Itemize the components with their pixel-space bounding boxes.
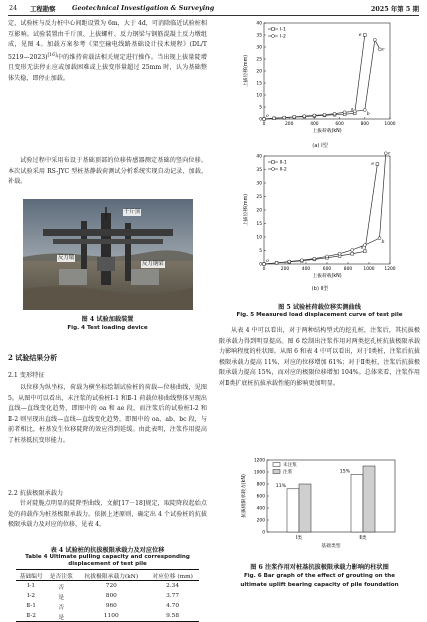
comparison-paragraph: 从表 4 中可以看出，对于两种结构型式的挖孔桩，注浆后，其抗拔极限承载力得到明显提高。图 6 绘制出注浆作用对两类挖孔桩抗拔极限承载力影响程度的柱状图。从图 6 和表 4 中可以看出，对于Ⅰ类桩，注浆后抗拔极限承载力提高 11%，对应的位移增加 61%；对于Ⅱ类桩，注浆后抗拔极限承载力提高 15%，而对应的极限位移增加 104%。总体来看，注浆作用对Ⅱ类扩底桩抗拔承载性能的影响更加明显。 — [219, 327, 420, 387]
legend-marker — [272, 168, 275, 171]
legend-label: 未注浆 — [283, 463, 297, 469]
y-tick-label: 200 — [256, 518, 265, 524]
data-point — [288, 260, 291, 263]
table4-title-cn: 表 4 试验桩的抗拔极限承载力及对应位移 — [50, 547, 165, 554]
data-point — [275, 261, 278, 264]
curve-point-label: b — [366, 111, 370, 117]
curve-point-label: c — [381, 47, 385, 53]
figure6-caption-cn: 图 6 注浆作用对桩基抗拔极限承载力影响的柱状图 — [250, 564, 389, 571]
header-rule — [8, 15, 419, 16]
issue-label: 2025 年第 5 期 — [370, 5, 419, 13]
table-header: 对应位移 (mm) — [152, 573, 193, 580]
y-tick-label: 10 — [256, 235, 262, 241]
category-label: Ⅰ类 — [295, 536, 303, 541]
y-tick-label: 20 — [256, 208, 262, 214]
x-tick-label: 1000 — [384, 122, 396, 127]
curve-point-label: a — [350, 107, 354, 113]
table-row — [16, 601, 199, 611]
y-axis-label: 上拔位移(mm) — [244, 193, 249, 227]
table-row — [16, 591, 199, 601]
data-point — [323, 113, 326, 116]
y-tick-label: 0 — [259, 117, 262, 123]
intro-paragraph: 定，试验桩与反力桩中心间距设置为 6m，大于 4d，可消除临近试验桩相互影响。试验装置由千斤顶、上拔螺杆、反力钢梁与钢筋混凝土反力墩组成，见图 4。加载方案参考《架空输电线路基础设计技术规程》(DL/T 5219—2023)[16]中的维持荷载法相关规定进行操作。当出现上拔量陡增且变形无法停止应或加载困难或上拔变形量超过 25mm 时，认为基础整体失稳，即停止加载。 — [8, 20, 207, 82]
curve-point-label: e — [371, 162, 375, 168]
y-tick-label: 400 — [256, 506, 265, 512]
data-point — [313, 257, 316, 260]
table-row — [16, 581, 199, 592]
table-cell: Ⅰ-2 — [27, 593, 36, 599]
table-cell: 960 — [105, 603, 117, 609]
curve-point-label: e — [358, 33, 362, 38]
x-tick-label: 400 — [310, 122, 319, 127]
x-tick-label: 600 — [335, 122, 344, 127]
y-tick-label: 15 — [256, 222, 262, 227]
y-axis-label: 上拔位移(mm) — [244, 54, 249, 88]
bar — [299, 484, 311, 532]
citation-16: [16] — [47, 52, 57, 58]
data-point — [338, 252, 341, 255]
y-tick-label: 40 — [256, 21, 262, 27]
data-point — [373, 38, 376, 41]
data-point — [351, 248, 354, 251]
data-point — [293, 115, 296, 118]
x-tick-label: 600 — [322, 267, 332, 272]
x-axis-label: 上拔荷载(kN) — [312, 274, 342, 279]
table-cell: 720 — [105, 583, 117, 589]
table4-title-en: Table 4 Ultimate pulling capacity and corresponding displacement of test pile — [25, 554, 190, 567]
y-tick-label: 40 — [256, 154, 262, 160]
journal-name-cn: 工程勘察 — [30, 5, 56, 13]
table-header: 抗拔极限承载力(kN) — [84, 573, 139, 580]
x-axis-label: 基础类型 — [321, 544, 341, 549]
bar — [363, 466, 375, 532]
x-tick-label: 400 — [301, 267, 311, 272]
test-loading-device-photo — [23, 199, 193, 310]
label-jack: 千斤顶 — [124, 209, 141, 215]
figure6-caption-en-line2: ultimate uplift bearing capacity of pile foundation — [240, 582, 399, 588]
table-cell: 800 — [105, 593, 117, 599]
chart-b-subcaption: (b) Ⅱ型 — [311, 286, 329, 292]
table-header-row — [16, 570, 199, 581]
figure4-caption-en: Fig. 4 Test loading device — [67, 325, 148, 331]
y-tick-label: 30 — [256, 45, 262, 51]
figure5-caption-cn: 图 5 试验桩荷载位移实测曲线 — [278, 304, 361, 311]
y-tick-label: 25 — [256, 195, 262, 200]
curve-point-label: b — [381, 240, 385, 246]
x-tick-label: 200 — [285, 122, 294, 127]
table-cell: 否 — [58, 584, 65, 591]
curve-point-label: a — [360, 245, 364, 251]
increase-annotation: 15% — [339, 469, 350, 475]
table-cell: 否 — [58, 604, 65, 611]
journal-name-en: Geotechnical Investigation & Surveying — [72, 4, 215, 12]
legend-label: 注浆 — [283, 470, 293, 476]
legend-marker — [272, 161, 275, 164]
table-cell: 3.77 — [166, 593, 180, 599]
figure5-caption-en: Fig. 5 Measured load displacement curve of test pile — [236, 312, 403, 318]
x-tick-label: 0 — [262, 122, 266, 127]
x-tick-label: 200 — [280, 267, 290, 272]
subsection-2-2-title: 2.2 抗拔极限承载力 — [8, 490, 64, 497]
y-tick-label: 0 — [259, 262, 262, 268]
legend-swatch — [273, 463, 280, 467]
grouting-effect-bar-chart — [237, 452, 407, 554]
x-tick-label: 800 — [360, 122, 369, 127]
y-tick-label: 15 — [256, 81, 262, 87]
load-displacement-chart-type-I — [240, 17, 400, 139]
y-tick-label: 1000 — [253, 470, 265, 476]
y-tick-label: 35 — [256, 168, 262, 173]
table-cell: Ⅱ-1 — [26, 603, 36, 609]
legend-label: Ⅱ-1 — [280, 160, 287, 166]
table-cell: 是 — [58, 614, 65, 621]
y-tick-label: 10 — [256, 93, 262, 99]
capacity-paragraph: 针对陡脆点明显的陡降型曲线，文献[17－18]规定，取陡降段起始点处的荷载作为桩基极限承载力。依据上述原则，确定出 4 个试验桩的抗拔极限承载力及对应的位移，见表 4。 — [8, 500, 207, 529]
label-reaction-beam: 反力钢梁 — [142, 261, 164, 267]
y-tick-label: 20 — [256, 69, 262, 75]
y-tick-label: 600 — [256, 494, 265, 500]
x-tick-label: 1200 — [384, 267, 396, 272]
data-point — [363, 34, 366, 37]
data-point — [303, 115, 306, 118]
deformation-paragraph: 以位移为纵坐标，荷载为横坐标绘制试验桩的荷载—位移曲线，见图 5。从图中可以看出，未注浆的试验桩Ⅰ-1 和Ⅱ-1 荷载位移曲线整体呈现出直线—直线变化趋势，即图中的 oa 和 ae 段，而注浆后的试验桩Ⅰ-2 和Ⅱ-2 则呈现出直线—直线—直线变化趋势，即图中的 oa、ab、bc 段，与前者相比，桩基发生位移陡降的效应得到延缓。由此表明，注浆作用提高了桩基抵抗变形能力。 — [8, 384, 207, 444]
y-tick-label: 30 — [256, 181, 262, 187]
legend-label: Ⅱ-2 — [280, 167, 287, 173]
table-cell: 1100 — [103, 613, 119, 619]
data-point — [273, 117, 276, 120]
series-line — [264, 35, 365, 119]
y-tick-label: 5 — [259, 105, 262, 111]
x-tick-label: 800 — [343, 267, 353, 272]
subsection-2-1-title: 2.1 变形特征 — [8, 372, 45, 379]
increase-annotation: 11% — [275, 483, 286, 489]
table-cell: 是 — [58, 594, 65, 601]
data-point — [300, 259, 303, 262]
data-point — [343, 111, 346, 114]
x-tick-label: 0 — [262, 267, 266, 272]
y-tick-label: 800 — [256, 482, 265, 488]
data-point — [363, 244, 366, 247]
data-point — [376, 163, 379, 166]
bar — [287, 489, 299, 532]
y-tick-label: 25 — [256, 57, 262, 63]
chart-a-subcaption: (a) Ⅰ型 — [312, 143, 328, 149]
y-tick-label: 0 — [262, 530, 265, 536]
legend-marker — [272, 35, 275, 38]
curve-point-label: c — [387, 151, 391, 157]
table-cell: 2.34 — [166, 583, 180, 589]
data-point — [313, 114, 316, 117]
data-point — [353, 110, 356, 113]
table-cell: 9.58 — [166, 613, 180, 619]
x-tick-label: 1000 — [363, 267, 375, 272]
y-tick-label: 35 — [256, 33, 262, 39]
curve-point-label: o — [266, 114, 269, 119]
label-reaction-pier: 反力墩 — [58, 255, 75, 261]
legend-marker — [272, 28, 275, 31]
figure6-caption-en-line1: Fig. 6 Bar graph of the effect of grouting on the — [243, 573, 396, 579]
y-tick-label: 1200 — [253, 458, 265, 464]
table-header: 是否注浆 — [49, 573, 73, 580]
table-cell: Ⅰ-1 — [27, 583, 36, 589]
category-label: Ⅱ类 — [359, 536, 367, 541]
data-point — [283, 116, 286, 119]
page-number: 24 — [9, 4, 18, 12]
y-axis-label: 抗拔极限承载力(kN) — [242, 474, 247, 518]
legend-label: Ⅰ-2 — [280, 34, 286, 40]
section-2-title: 2 试验结果分析 — [8, 353, 58, 362]
legend-swatch — [273, 470, 280, 474]
table-cell: 4.70 — [166, 603, 180, 609]
data-point — [351, 252, 354, 255]
table-cell: Ⅱ-2 — [26, 613, 36, 619]
bar — [351, 474, 363, 532]
y-tick-label: 5 — [259, 249, 262, 254]
data-point — [326, 255, 329, 258]
measurement-paragraph: 试验过程中采用布设于基础顶部的位移传感器测定基础的竖向位移。本次试验采用 RS-JYC 型桩基静载荷测试分析系统实现自动记录、加载、补载。 — [8, 157, 207, 186]
load-displacement-chart-type-II — [240, 150, 400, 284]
figure4-caption-cn: 图 4 试验加载装置 — [81, 316, 134, 323]
legend-label: Ⅰ-1 — [280, 27, 286, 33]
curve-point-label: o — [266, 259, 269, 264]
data-point — [363, 250, 366, 253]
x-axis-label: 上拔荷载(kN) — [312, 129, 342, 134]
table4 — [16, 569, 199, 622]
table-header: 基础编号 — [19, 573, 43, 580]
data-point — [333, 112, 336, 115]
